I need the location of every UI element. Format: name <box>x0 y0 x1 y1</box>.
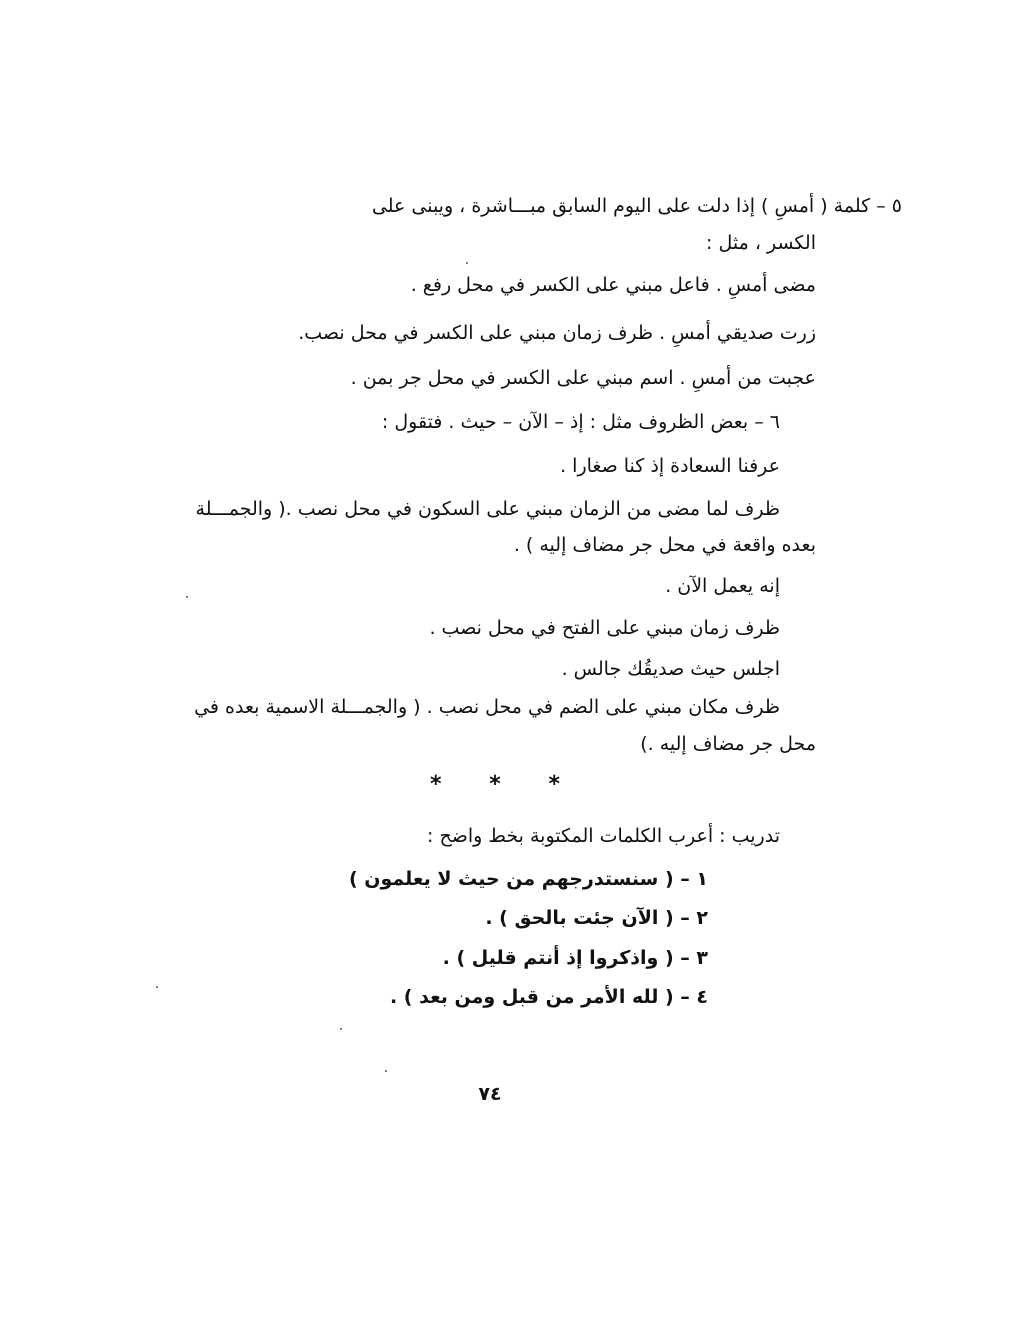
section-separator <box>430 772 560 797</box>
item6-example2-note: ظرف زمان مبني على الفتح في محل نصب . <box>429 617 780 639</box>
exercise-item-4: ٤ – ( لله الأمر من قبل ومن بعد ) . <box>389 986 708 1008</box>
item6-example3: اجلس حيث صديقُك جالس . <box>561 658 780 680</box>
exercise-item-2: ٢ – ( الآن جئت بالحق ) . <box>485 907 708 929</box>
exercise-item-3: ٣ – ( واذكروا إذ أنتم قليل ) . <box>442 947 708 969</box>
item6-example1-note-line1: ظرف لما مضى من الزمان مبني على السكون في محل نصب .( والجمـــلة <box>195 498 780 520</box>
separator-star: * <box>489 772 501 797</box>
item5-example3: عجبت من أمسِ . اسم مبني على الكسر في محل جر بمن . <box>350 367 816 389</box>
page-number: ٧٤ <box>478 1083 502 1105</box>
item6-example3-note-line2: محل جر مضاف إليه .) <box>640 733 816 755</box>
scan-speck <box>466 262 468 264</box>
item6-example1-note-line2: بعده واقعة في محل جر مضاف إليه ) . <box>513 534 816 556</box>
scan-speck <box>156 986 158 988</box>
item6-example3-note-line1: ظرف مكان مبني على الضم في محل نصب . ( والجمـــلة الاسمية بعده في <box>194 696 780 718</box>
item5-line2: الكسر ، مثل : <box>706 232 816 254</box>
scan-speck <box>340 1028 342 1030</box>
separator-star: * <box>548 772 560 797</box>
item5-example1: مضى أمسِ . فاعل مبني على الكسر في محل رفع . <box>410 274 816 296</box>
exercise-item-1: ١ – ( سنستدرجهم من حيث لا يعلمون ) <box>348 868 708 890</box>
item6-example2: إنه يعمل الآن . <box>665 575 780 597</box>
scan-speck <box>385 1070 387 1072</box>
separator-star: * <box>430 772 442 797</box>
item6-intro: ٦ – بعض الظروف مثل : إذ – الآن – حيث . فتقول : <box>381 411 780 433</box>
item5-example2: زرت صديقي أمسِ . ظرف زمان مبني على الكسر في محل نصب. <box>298 322 816 344</box>
exercise-title: تدريب : أعرب الكلمات المكتوبة بخط واضح : <box>427 825 780 847</box>
item5-line1: ٥ – كلمة ( أمسِ ) إذا دلت على اليوم السابق مبـــاشرة ، ويبنى على <box>371 195 902 217</box>
scan-speck <box>186 596 188 598</box>
item6-example1: عرفنا السعادة إذ كنا صغارا . <box>560 455 780 477</box>
